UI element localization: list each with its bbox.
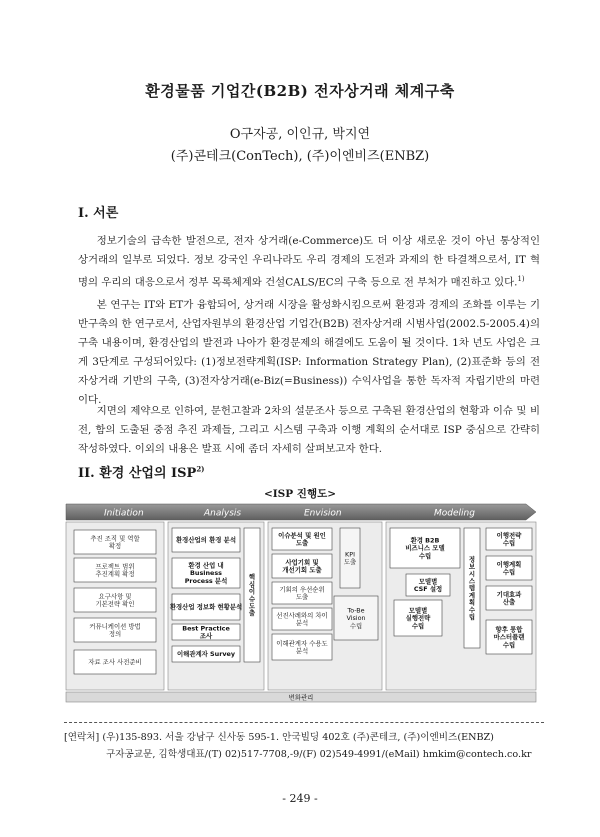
svg-text:사업기회 및: 사업기회 및 [285,558,319,567]
analysis-step-box [169,594,242,620]
svg-text:수: 수 [468,605,476,614]
csf-box [406,574,450,596]
information-system-plan-box [464,528,480,648]
svg-text:수립: 수립 [418,551,432,560]
svg-text:정의: 정의 [108,630,122,638]
svg-text:Process 분석: Process 분석 [184,576,228,585]
svg-text:슈: 슈 [248,594,256,603]
svg-text:계: 계 [468,591,476,600]
modeling-output-box [486,586,532,610]
svg-text:실행전략: 실행전략 [405,614,431,623]
envision-step-box [272,554,332,578]
initiation-step-box [74,558,156,582]
svg-text:추진 조직 및 역할: 추진 조직 및 역할 [90,534,140,543]
paper-title: 환경물품 기업간(B2B) 전자상거래 체계구축 [145,82,455,100]
svg-text:이슈분석 및 원인: 이슈분석 및 원인 [278,531,326,540]
author-block [0,124,600,168]
section-heading-isp [78,462,205,481]
initiation-step-box [74,530,156,554]
analysis-step-box [172,646,240,662]
intro-paragraph-2 [78,296,540,410]
execution-strategy-box [394,600,442,636]
svg-text:도출: 도출 [295,539,309,547]
envision-step-box [272,634,332,660]
phase-label: Analysis [204,508,242,519]
svg-text:심: 심 [248,580,256,589]
kpi-box [340,528,360,588]
svg-text:수립: 수립 [411,621,425,630]
svg-text:요구사항 및: 요구사항 및 [98,592,132,601]
svg-text:Best Practice: Best Practice [182,624,230,633]
svg-text:핵: 핵 [248,573,256,582]
svg-text:출: 출 [248,609,256,618]
author-names: O구자공, 이인규, 박지연 [229,127,371,142]
modeling-output-box [486,556,532,580]
section-heading-text: II. 환경 산업의 ISP [78,466,197,481]
svg-text:기본전략 확인: 기본전략 확인 [95,600,135,608]
footnote-ref: 1) [517,275,525,283]
paragraph-text: 지면의 제약으로 인하여, 문헌고찰과 2차의 설문조사 등으로 구축된 환경산업의 현황과 이슈 및 비전, 함의 도출된 중점 추진 과제들, 그리고 시스템 구축과 이행 계획의 순서대로 ISP 중심으로 간략히 작성하였다. 이외의 내용은 발표 시에 좀더 자세히 살펴보고자 한다. [78,405,540,455]
paragraph-text: 본 연구는 IT와 ET가 융합되어, 상거래 시장을 활성화시킴으로써 환경과 경제의 조화를 이루는 기반구축의 한 연구로서, 산업자원부의 환경산업 기업간(B2B) 전자상거래 시범사업(2002.5-2005.4)의 구축 내용이며, 환경산업의 발전과 나아가 환경문제의 해결에도 도움이 될 것이다. 1차 년도 사업은 크게 3단계로 구성되어있다: (1)정보전략계획(ISP: Information Strategy Plan), (2)표준화 등의 전자상거래 기반의 구축, (3)전자상거래(e-Biz(=Business)) 수익사업을 통한 독자적 자립기반의 마련이다. [78,299,540,406]
svg-text:립: 립 [468,613,476,621]
svg-text:이: 이 [248,587,256,596]
change-management-label: 변화관리 [288,693,314,702]
paragraph-text: 정보기술의 급속한 발전으로, 전자 상거래(e-Commerce)도 더 이상 새로운 것이 아닌 통상적인 상거래의 일부로 되었다. 정보 강국인 우리나라도 우리 경제의 도전과 과제의 한 타결책으로서, IT 혁명의 우리의 대응으로서 정부 목록체계와 건설CALS/EC의 구축 등으로 전 부처가 매진하고 있다. [78,235,540,289]
svg-text:분석: 분석 [295,619,309,627]
phase-label: Initiation [104,508,144,519]
svg-text:모델별: 모델별 [418,577,438,586]
svg-text:기대효과: 기대효과 [496,590,522,599]
svg-text:템: 템 [468,584,476,593]
page-number: - 249 - [282,792,318,805]
svg-text:이해관계자 수용도: 이해관계자 수용도 [276,639,328,648]
author-affiliations: (주)콘테크(ConTech), (주)이엔비즈(ENBZ) [170,149,430,164]
initiation-step-box [74,650,156,674]
svg-text:모델별: 모델별 [408,606,428,615]
svg-text:조사: 조사 [199,632,213,640]
svg-text:환경산업의 환경 분석: 환경산업의 환경 분석 [175,536,237,545]
svg-text:추진계획 확정: 추진계획 확정 [95,570,135,578]
svg-text:선진사례와의 차이: 선진사례와의 차이 [276,611,328,620]
isp-process-diagram [64,500,538,704]
svg-text:환경 산업 내: 환경 산업 내 [188,561,224,570]
svg-text:수립: 수립 [349,621,363,630]
svg-text:수립: 수립 [502,539,516,547]
analysis-step-box [172,528,240,552]
svg-text:개선기회 도출: 개선기회 도출 [282,566,322,574]
intro-paragraph-1 [78,232,540,292]
svg-text:분석: 분석 [295,647,309,655]
svg-text:Vision: Vision [346,614,366,623]
svg-text:비즈니스 모델: 비즈니스 모델 [405,544,445,553]
svg-text:이해관계자 Survey: 이해관계자 Survey [176,650,236,659]
business-model-box [390,528,460,568]
analysis-core-issue-box [244,528,260,662]
svg-text:획: 획 [468,598,476,607]
analysis-step-box [172,558,240,588]
envision-step-box [272,608,332,630]
svg-text:스: 스 [468,577,476,585]
svg-text:자료 조사 사전준비: 자료 조사 사전준비 [88,658,142,667]
to-be-vision-box [334,596,378,640]
footnote-ref: 2) [196,464,205,474]
contact-footnote [64,722,544,763]
analysis-step-box [172,624,240,640]
svg-text:커뮤니케이션 방법: 커뮤니케이션 방법 [89,622,141,631]
diagram-title: <ISP 진행도> [263,488,337,500]
svg-text:산출: 산출 [502,598,516,606]
svg-text:시: 시 [468,569,476,578]
svg-text:향후 통합: 향후 통합 [495,625,523,634]
svg-text:수립: 수립 [502,568,516,576]
svg-text:이행전략: 이행전략 [496,531,522,540]
modeling-output-box [486,528,532,550]
phase-label: Modeling [434,508,475,519]
svg-text:To-Be: To-Be [347,606,365,615]
envision-step-box [272,582,332,604]
section-heading-intro: I. 서론 [78,206,119,221]
svg-text:도출: 도출 [343,558,357,566]
svg-text:정: 정 [468,555,476,564]
svg-text:프로젝트 범위: 프로젝트 범위 [95,562,135,571]
svg-text:환경산업 정보화 현황분석: 환경산업 정보화 현황분석 [169,603,243,612]
svg-text:이행계획: 이행계획 [496,560,522,569]
modeling-output-box [486,620,532,654]
initiation-step-box [74,618,156,642]
intro-paragraph-3 [78,402,540,459]
svg-text:Business: Business [190,569,222,578]
svg-text:보: 보 [468,562,476,571]
svg-text:확정: 확정 [108,542,122,550]
svg-text:기회의 우선순위: 기회의 우선순위 [279,585,325,594]
svg-text:마스터플랜: 마스터플랜 [493,633,525,642]
phase-label: Envision [304,508,342,519]
svg-text:CSF 설정: CSF 설정 [413,585,443,593]
initiation-step-box [74,588,156,612]
svg-text:KPI: KPI [345,550,355,559]
svg-text:수립: 수립 [502,640,516,649]
svg-text:도출: 도출 [295,593,309,601]
envision-step-box [272,528,332,550]
contact-line-2: 구자공교문, 김학생대표/(T) 02)517-7708,-9/(F) 02)549-4991/(eMail) hmkim@contech.co.kr [106,749,532,760]
svg-text:도: 도 [248,602,256,610]
svg-text:환경 B2B: 환경 B2B [410,536,440,545]
contact-line-1: [연락처] (우)135-893. 서울 강남구 신사동 595-1. 안국빌딩 402호 (주)콘테크, (주)이엔비즈(ENBZ) [64,732,494,743]
